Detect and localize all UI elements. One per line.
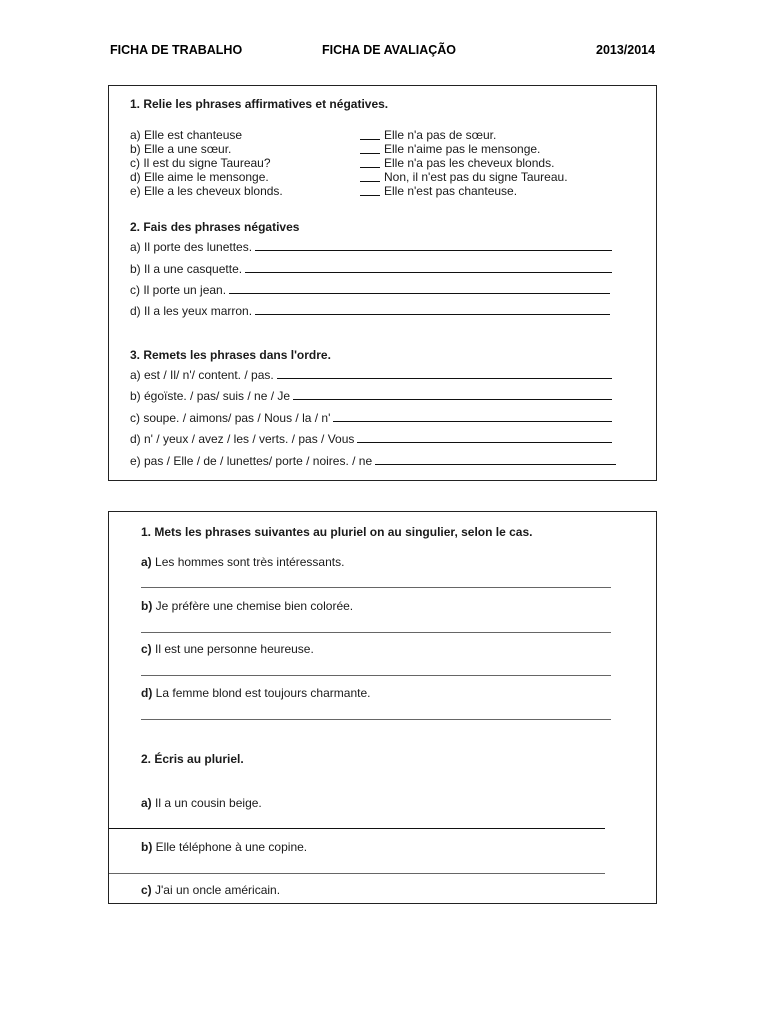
- exercise-2-title: 2. Fais des phrases négatives: [130, 220, 300, 234]
- header-center: FICHA DE AVALIAÇÃO: [322, 43, 457, 57]
- plural-item-b: [141, 599, 353, 613]
- match-left-b: b) Elle a une sœur.: [130, 142, 232, 156]
- item-text: b) Il a une casquette.: [130, 262, 243, 276]
- plural-item-a: [141, 555, 344, 569]
- pluriel-item-a: [141, 796, 262, 810]
- negative-item-b: [130, 262, 612, 276]
- item-text: Il a un cousin beige.: [155, 796, 262, 810]
- answer-line[interactable]: [229, 292, 610, 294]
- match-blank[interactable]: [360, 171, 380, 182]
- answer-line[interactable]: [141, 719, 611, 720]
- order-item-b: [130, 389, 612, 403]
- answer-line[interactable]: [277, 377, 612, 379]
- answer-line[interactable]: [255, 249, 612, 251]
- order-item-a: [130, 368, 612, 382]
- worksheet-box-1: [108, 85, 657, 481]
- item-text: Les hommes sont très intéressants.: [155, 555, 345, 569]
- match-right-text: Elle n'est pas chanteuse.: [384, 184, 518, 198]
- pluriel-item-c: [141, 883, 280, 897]
- item-text: La femme blond est toujours charmante.: [155, 686, 371, 700]
- answer-line[interactable]: [245, 271, 612, 273]
- exercise-3-title: 3. Remets les phrases dans l'ordre.: [130, 348, 331, 362]
- answer-line[interactable]: [141, 632, 611, 633]
- match-right-text: Non, il n'est pas du signe Taureau.: [384, 170, 568, 184]
- header-left: FICHA DE TRABALHO: [110, 43, 243, 57]
- plural-item-d: [141, 686, 370, 700]
- item-text: a) Il porte des lunettes.: [130, 240, 253, 254]
- match-left-e: e) Elle a les cheveux blonds.: [130, 184, 283, 198]
- match-right-text: Elle n'a pas les cheveux blonds.: [384, 156, 555, 170]
- order-item-c: [130, 411, 612, 425]
- match-right-4[interactable]: [360, 170, 568, 184]
- item-text: e) pas / Elle / de / lunettes/ porte / noires. / ne: [130, 454, 373, 468]
- item-label: b): [141, 840, 153, 854]
- answer-line[interactable]: [357, 441, 612, 443]
- order-item-e: [130, 454, 616, 468]
- match-left-c: c) Il est du signe Taureau?: [130, 156, 271, 170]
- item-label: d): [141, 686, 153, 700]
- negative-item-a: [130, 240, 612, 254]
- answer-line[interactable]: [109, 828, 605, 829]
- exercise-1-title: 1. Mets les phrases suivantes au pluriel on au singulier, selon le cas.: [141, 525, 533, 539]
- answer-line[interactable]: [141, 675, 611, 676]
- match-right-1[interactable]: [360, 128, 496, 142]
- item-label: a): [141, 796, 152, 810]
- match-right-3[interactable]: [360, 156, 554, 170]
- item-text: d) n' / yeux / avez / les / verts. / pas / Vous: [130, 432, 355, 446]
- answer-line[interactable]: [375, 463, 616, 465]
- item-text: a) est / Il/ n'/ content. / pas.: [130, 368, 274, 382]
- match-right-5[interactable]: [360, 184, 517, 198]
- match-blank[interactable]: [360, 185, 380, 196]
- negative-item-d: [130, 304, 610, 318]
- answer-line[interactable]: [293, 398, 612, 400]
- item-text: Elle téléphone à une copine.: [155, 840, 308, 854]
- item-text: c) soupe. / aimons/ pas / Nous / la / n': [130, 411, 331, 425]
- answer-line[interactable]: [141, 587, 611, 588]
- item-label: b): [141, 599, 153, 613]
- match-blank[interactable]: [360, 143, 380, 154]
- match-right-text: Elle n'a pas de sœur.: [384, 128, 497, 142]
- item-text: Je préfère une chemise bien colorée.: [155, 599, 354, 613]
- exercise-1-title: 1. Relie les phrases affirmatives et négatives.: [130, 97, 389, 111]
- match-blank[interactable]: [360, 157, 380, 168]
- answer-line[interactable]: [333, 420, 612, 422]
- plural-item-c: [141, 642, 314, 656]
- header-year: 2013/2014: [596, 43, 656, 57]
- match-right-text: Elle n'aime pas le mensonge.: [384, 142, 541, 156]
- match-left-d: d) Elle aime le mensonge.: [130, 170, 269, 184]
- item-label: c): [141, 883, 152, 897]
- match-right-2[interactable]: [360, 142, 540, 156]
- item-text: J'ai un oncle américain.: [155, 883, 281, 897]
- item-text: Il est une personne heureuse.: [155, 642, 314, 656]
- item-text: b) égoïste. / pas/ suis / ne / Je: [130, 389, 291, 403]
- item-text: c) Il porte un jean.: [130, 283, 227, 297]
- item-label: c): [141, 642, 152, 656]
- answer-line[interactable]: [109, 873, 605, 874]
- negative-item-c: [130, 283, 610, 297]
- item-text: d) Il a les yeux marron.: [130, 304, 253, 318]
- item-label: a): [141, 555, 152, 569]
- pluriel-item-b: [141, 840, 307, 854]
- order-item-d: [130, 432, 612, 446]
- exercise-2-title: 2. Écris au pluriel.: [141, 752, 244, 766]
- match-left-a: a) Elle est chanteuse: [130, 128, 243, 142]
- answer-line[interactable]: [255, 313, 610, 315]
- match-blank[interactable]: [360, 129, 380, 140]
- worksheet-box-2: [108, 511, 657, 904]
